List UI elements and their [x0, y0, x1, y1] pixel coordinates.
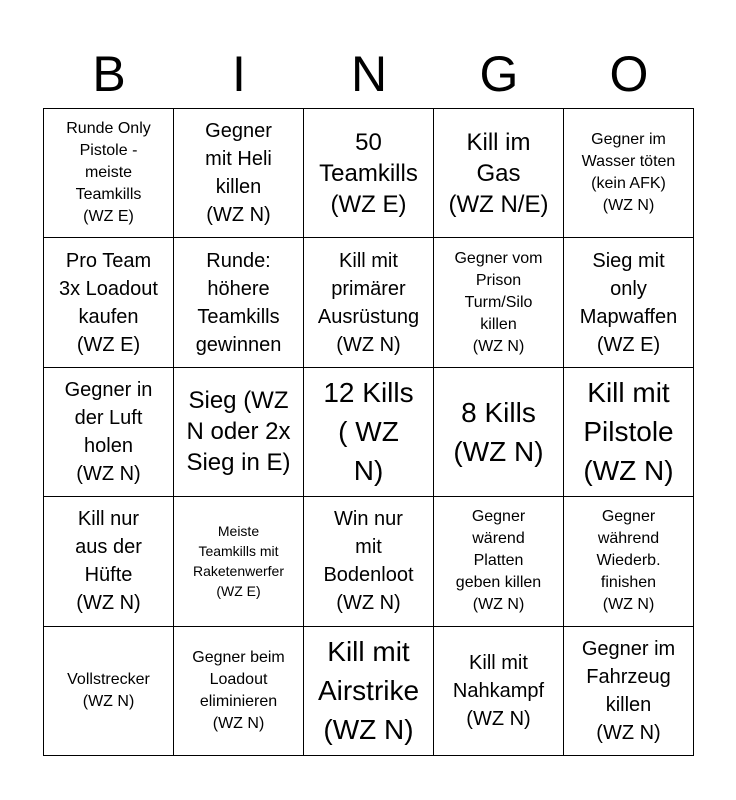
- bingo-cell[interactable]: [304, 497, 434, 626]
- cell-text: Kill im Gas (WZ N/E): [448, 128, 549, 218]
- bingo-row: [44, 367, 694, 496]
- title-letter-n: N: [350, 46, 388, 102]
- cell-text: Meiste Teamkills mit Raketenwerfer (WZ E): [192, 523, 285, 600]
- cell-text: Kill mit Nahkampf (WZ N): [452, 651, 545, 730]
- bingo-cell[interactable]: [174, 367, 304, 496]
- bingo-cell[interactable]: [174, 238, 304, 367]
- cell-text: Gegner beim Loadout eliminieren (WZ N): [192, 648, 285, 732]
- cell-text: Gegner im Fahrzeug killen (WZ N): [581, 637, 676, 744]
- cell-text: Gegner im Wasser töten (kein AFK) (WZ N): [581, 131, 676, 215]
- bingo-cell[interactable]: [434, 626, 564, 755]
- bingo-cell[interactable]: [304, 109, 434, 238]
- bingo-cell[interactable]: [564, 238, 694, 367]
- bingo-row: [44, 497, 694, 626]
- bingo-title: [44, 40, 694, 108]
- cell-text: Runde: höhere Teamkills gewinnen: [195, 249, 282, 356]
- cell-text: 50 Teamkills (WZ E): [319, 128, 418, 218]
- bingo-cell[interactable]: [174, 497, 304, 626]
- bingo-cell[interactable]: [304, 367, 434, 496]
- cell-text: Win nur mit Bodenloot (WZ N): [323, 508, 414, 615]
- title-letter-b: B: [92, 46, 126, 102]
- bingo-cell[interactable]: [434, 109, 564, 238]
- cell-text: Runde Only Pistole - meiste Teamkills (WZ E): [66, 120, 151, 226]
- bingo-cell[interactable]: [434, 238, 564, 367]
- bingo-cell[interactable]: [44, 626, 174, 755]
- title-letter-o: O: [609, 46, 649, 102]
- cell-text: Gegner mit Heli killen (WZ N): [205, 120, 272, 227]
- cell-text: Gegner während Wiederb. finishen (WZ N): [596, 508, 661, 614]
- bingo-cell[interactable]: [44, 367, 174, 496]
- bingo-cell[interactable]: [44, 238, 174, 367]
- bingo-cell[interactable]: [564, 497, 694, 626]
- bingo-cell[interactable]: [564, 626, 694, 755]
- cell-text: Sieg (WZ N oder 2x Sieg in E): [186, 387, 291, 477]
- bingo-cell[interactable]: [44, 109, 174, 238]
- bingo-cell[interactable]: [434, 497, 564, 626]
- bingo-row: [44, 238, 694, 367]
- cell-text: Kill mit Pilstole (WZ N): [583, 377, 674, 487]
- cell-text: Kill nur aus der Hüfte (WZ N): [75, 508, 142, 615]
- cell-text: Gegner vom Prison Turm/Silo killen (WZ N): [454, 249, 543, 355]
- bingo-cell[interactable]: [304, 238, 434, 367]
- cell-text: Gegner in der Luft holen (WZ N): [64, 378, 153, 485]
- bingo-cell[interactable]: [304, 626, 434, 755]
- cell-text: Kill mit Airstrike (WZ N): [317, 636, 420, 746]
- bingo-cell[interactable]: [174, 626, 304, 755]
- cell-text: Vollstrecker (WZ N): [67, 670, 150, 710]
- bingo-cell[interactable]: [434, 367, 564, 496]
- cell-text: Kill mit primärer Ausrüstung (WZ N): [317, 249, 420, 356]
- bingo-grid: [43, 108, 694, 756]
- bingo-cell[interactable]: [174, 109, 304, 238]
- title-letter-i: I: [232, 46, 246, 102]
- bingo-cell[interactable]: [564, 109, 694, 238]
- bingo-cell[interactable]: [44, 497, 174, 626]
- bingo-cell[interactable]: [564, 367, 694, 496]
- bingo-row: [44, 109, 694, 238]
- bingo-row: [44, 626, 694, 755]
- title-letter-g: G: [479, 46, 519, 102]
- cell-text: Pro Team 3x Loadout kaufen (WZ E): [59, 249, 158, 356]
- cell-text: Sieg mit only Mapwaffen (WZ E): [579, 249, 678, 356]
- cell-text: 12 Kills ( WZ N): [323, 377, 414, 487]
- cell-text: Gegner wärend Platten geben killen (WZ N): [455, 508, 542, 614]
- cell-text: 8 Kills (WZ N): [453, 396, 544, 467]
